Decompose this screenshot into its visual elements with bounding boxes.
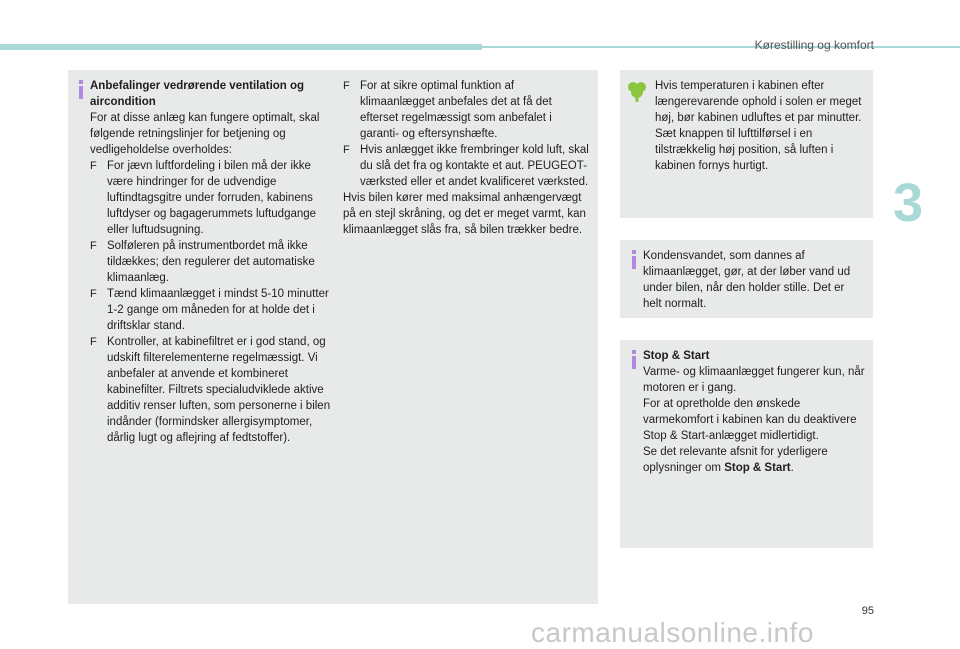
header-rule (482, 46, 960, 48)
eco-tip-paragraph: Hvis temperaturen i kabinen efter længerevarende ophold i solen er meget høj, bør kabinen udluftes et par minutter. (655, 80, 862, 124)
eco-tip-text (655, 78, 867, 174)
list-item: F Tænd klimaanlægget i mindst 5-10 minutter 1-2 gange om måneden for at holde det i driftsklar stand. (90, 288, 329, 332)
info-icon (631, 350, 637, 369)
list-item: F Hvis anlægget ikke frembringer kold luft, skal du slå det fra og kontakte et aut. PEUGEOT-værksted eller et andet kvalificeret værksted. (343, 144, 589, 188)
recommendations-column-1 (90, 78, 340, 446)
recommendations-trailer: Hvis bilen kører med maksimal anhængervægt på en stejl skråning, og det er meget varmt, kan klimaanlægget slås fra, så bilen trækker bedre. (343, 192, 586, 236)
stop-start-paragraph: Varme- og klimaanlægget fungerer kun, når motoren er i gang. (643, 366, 865, 394)
bullet-icon: F (90, 160, 97, 172)
recommendations-title: Anbefalinger vedrørende ventilation og aircondition (90, 80, 305, 108)
bullet-icon: F (90, 240, 97, 252)
bullet-icon: F (90, 288, 97, 300)
stop-start-paragraph: Se det relevante afsnit for yderligere oplysninger om Stop & Start. (643, 446, 828, 474)
chapter-number: 3 (893, 173, 924, 233)
info-icon (78, 80, 84, 99)
eco-tip-paragraph: Sæt knappen til lufttilførsel i en tilstrækkelig høj position, så luften i kabinen fornys hurtigt. (655, 128, 834, 172)
stop-start-reference: Stop & Start (724, 462, 791, 474)
list-item: F For jævn luftfordeling i bilen må der ikke være hindringer for de udvendige luftindtagsgitre under forruden, kabinens luftdyser og bagagerummets luftudgange eller luftudsugning. (90, 160, 317, 236)
list-item: F Kontroller, at kabinefiltret er i god stand, og udskift filterelementerne regelmæssigt. Vi anbefaler at anvende et kombineret kabinefilter. Filtrets specialudviklede aktive additiv renser luften, som personerne i bilen indånder (formindsker allergisymptomer, dårlig lugt og aflejring af fedtstoffer). (90, 336, 331, 444)
list-item: F Solføleren på instrumentbordet må ikke tildækkes; den regulerer det automatiske klimaanlæg. (90, 240, 315, 284)
header-accent-bar (0, 44, 482, 50)
page-number: 95 (861, 605, 874, 617)
info-icon (631, 250, 637, 269)
stop-start-text (643, 348, 869, 476)
watermark: carmanualsonline.info (531, 617, 814, 648)
bullet-icon: F (343, 144, 350, 156)
condensation-text: Kondensvandet, som dannes af klimaanlægget, gør, at der løber vand ud under bilen, når den holder stille. Det er helt normalt. (643, 250, 851, 310)
recommendations-column-2 (343, 78, 591, 238)
list-item: F For at sikre optimal funktion af klimaanlægget anbefales det at få det efterset regelmæssigt som anbefalet i garanti- og eftersynshæfte. (343, 80, 552, 140)
section-header-title: Kørestilling og komfort (754, 38, 874, 52)
bullet-icon: F (90, 336, 97, 348)
eco-tree-icon (626, 80, 648, 102)
bullet-icon: F (343, 80, 350, 92)
stop-start-title: Stop & Start (643, 350, 710, 362)
recommendations-intro: For at disse anlæg kan fungere optimalt, skal følgende retningslinjer for betjening og vedligeholdelse overholdes: (90, 112, 320, 156)
stop-start-paragraph: For at opretholde den ønskede varmekomfort i kabinen kan du deaktivere Stop & Start-anlægget midlertidigt. (643, 398, 857, 442)
